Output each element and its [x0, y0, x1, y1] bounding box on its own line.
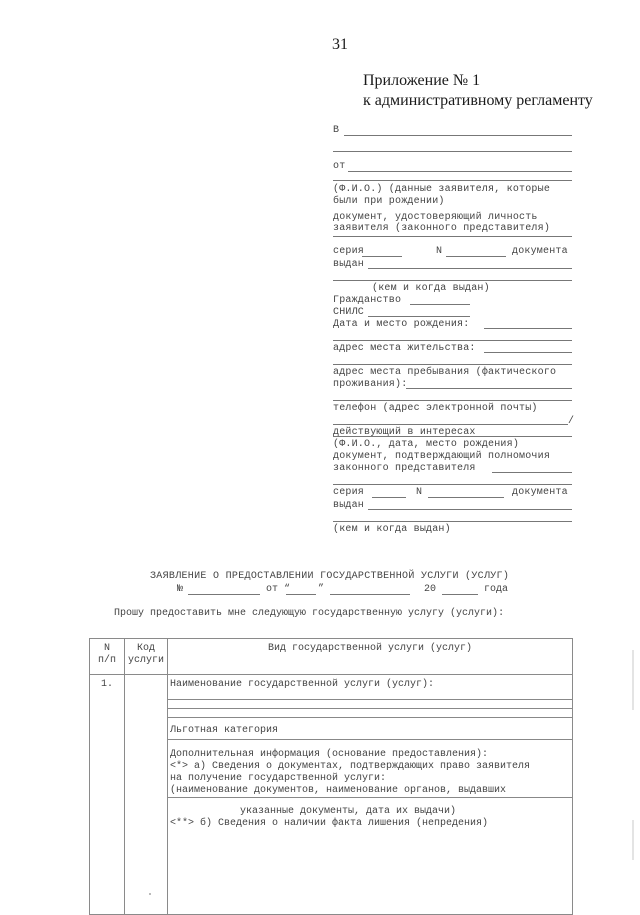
header-code-2: услуги: [127, 655, 164, 666]
issued-field-3[interactable]: [368, 509, 572, 510]
legal-rep-field[interactable]: [492, 472, 572, 473]
benefit-category-divider: [168, 737, 572, 740]
issued-field[interactable]: [368, 268, 572, 269]
snils-field[interactable]: [368, 316, 470, 317]
services-table: [89, 638, 573, 915]
benefit-category-label: Льготная категория: [170, 725, 279, 736]
item-a-1: <*> а) Сведения о документах, подтверждающих право заявителя: [170, 761, 531, 772]
item-a-4: указанные документы, дата их выдачи): [240, 806, 457, 817]
date-quote-close: ”: [318, 584, 325, 595]
stay-field-2[interactable]: [333, 400, 572, 401]
fio-note-2: были при рождении): [333, 196, 445, 207]
identity-doc-line[interactable]: [333, 236, 572, 237]
rep-note: (Ф.И.О., дата, место рождения): [333, 439, 520, 450]
who-when-note-2: (кем и когда выдан): [333, 524, 451, 535]
from-field-2[interactable]: [333, 180, 572, 181]
appendix-heading: [363, 71, 593, 111]
statement-title: ЗАЯВЛЕНИЕ О ПРЕДОСТАВЛЕНИИ ГОСУДАРСТВЕННОЙ УСЛУГИ (УСЛУГ): [150, 571, 510, 582]
slash-mark: /: [568, 416, 575, 427]
table-row: [90, 675, 573, 915]
statement-number-field[interactable]: [188, 594, 260, 595]
document-label-2: документа: [512, 487, 568, 498]
number-label: N: [436, 246, 443, 257]
who-when-note: (кем и когда выдан): [372, 283, 490, 294]
service-name-field[interactable]: [168, 691, 572, 700]
month-field[interactable]: [330, 594, 410, 595]
service-name-label: Наименование государственной услуги (услуг):: [170, 679, 435, 690]
series-field-2[interactable]: [372, 497, 406, 498]
identity-doc-2: заявителя (законного представителя): [333, 223, 551, 234]
item-a-3: (наименование документов, наименование органов, выдавших: [170, 785, 507, 796]
header-code: [125, 639, 168, 675]
item-a-2: на получение государственной услуги:: [170, 773, 387, 784]
from-prefix: от: [333, 161, 346, 172]
year-field[interactable]: [442, 594, 478, 595]
page-number: 31: [332, 36, 348, 53]
series-field[interactable]: [362, 256, 402, 257]
scan-edge-mark-2: [632, 820, 634, 860]
document-label: документа: [512, 246, 568, 257]
issued-field-4[interactable]: [333, 521, 572, 522]
stay-field[interactable]: [406, 388, 572, 389]
number-label-2: N: [416, 487, 423, 498]
residence-field[interactable]: [484, 352, 572, 353]
phone-field[interactable]: [333, 424, 568, 425]
request-text: Прошу предоставить мне следующую государственную услугу (услуги):: [114, 608, 505, 619]
year-prefix: 20: [424, 584, 437, 595]
year-word: года: [484, 584, 509, 595]
issued-label: выдан: [333, 259, 365, 270]
citizenship-label: Гражданство: [333, 295, 402, 306]
phone-label: телефон (адрес электронной почты): [333, 403, 538, 414]
row-content-cell: [168, 675, 573, 915]
legal-rep-label: законного представителя: [333, 463, 476, 474]
residence-label: адрес места жительства:: [333, 343, 476, 354]
stay-address-1: адрес места пребывания (фактического: [333, 367, 557, 378]
series-label-2: серия: [333, 487, 365, 498]
row-code-cell[interactable]: [125, 675, 168, 915]
series-label: серия: [333, 246, 365, 257]
service-name-field-3[interactable]: [168, 709, 572, 718]
fio-note-1: (Ф.И.О.) (данные заявителя, которые: [333, 184, 551, 195]
from-field[interactable]: [348, 171, 572, 172]
header-type: Вид государственной услуги (услуг): [168, 639, 573, 675]
date-from: от “: [266, 584, 291, 595]
appendix-line-1: Приложение № 1: [363, 72, 481, 89]
residence-field-2[interactable]: [333, 364, 572, 365]
header-code-1: Код: [136, 643, 155, 654]
header-num-1: N: [103, 643, 110, 654]
appendix-line-2: к административному регламенту: [363, 92, 593, 109]
stay-address-2: проживания):: [333, 379, 408, 390]
to-field[interactable]: [344, 135, 572, 136]
legal-rep-field-2[interactable]: [333, 484, 572, 485]
acting-field[interactable]: [333, 436, 572, 437]
additional-info-label: Дополнительная информация (основание предоставления):: [170, 749, 489, 760]
issued-field-2[interactable]: [333, 280, 572, 281]
birth-label: Дата и место рождения:: [333, 319, 470, 330]
row-number: 1.: [90, 675, 125, 915]
snils-label: СНИЛС: [333, 307, 365, 318]
header-num: [90, 639, 125, 675]
rep-doc: документ, подтверждающий полномочия: [333, 451, 551, 462]
service-name-field-2[interactable]: [168, 700, 572, 709]
fio-note-line-1: [333, 184, 572, 196]
to-field-2[interactable]: [333, 151, 572, 152]
to-prefix: В: [333, 125, 340, 136]
identity-doc-1: документ, удостоверяющий личность: [333, 212, 538, 223]
number-field-2[interactable]: [428, 497, 504, 498]
acting-label: действующий в интересах: [333, 427, 476, 438]
birth-field[interactable]: [484, 328, 572, 329]
number-field[interactable]: [446, 256, 506, 257]
table-header-row: [90, 639, 573, 675]
citizenship-field[interactable]: [410, 304, 470, 305]
issued-label-2: выдан: [333, 500, 365, 511]
item-b: <**> б) Сведения о наличии факта лишения (непредения): [170, 818, 489, 829]
scan-edge-mark: [632, 650, 634, 710]
birth-field-2[interactable]: [333, 340, 572, 341]
item-a-field[interactable]: [168, 797, 572, 798]
number-sign: №: [177, 584, 184, 595]
header-num-2: п/п: [97, 655, 116, 666]
day-field[interactable]: [286, 594, 316, 595]
scan-speck: [149, 893, 151, 895]
